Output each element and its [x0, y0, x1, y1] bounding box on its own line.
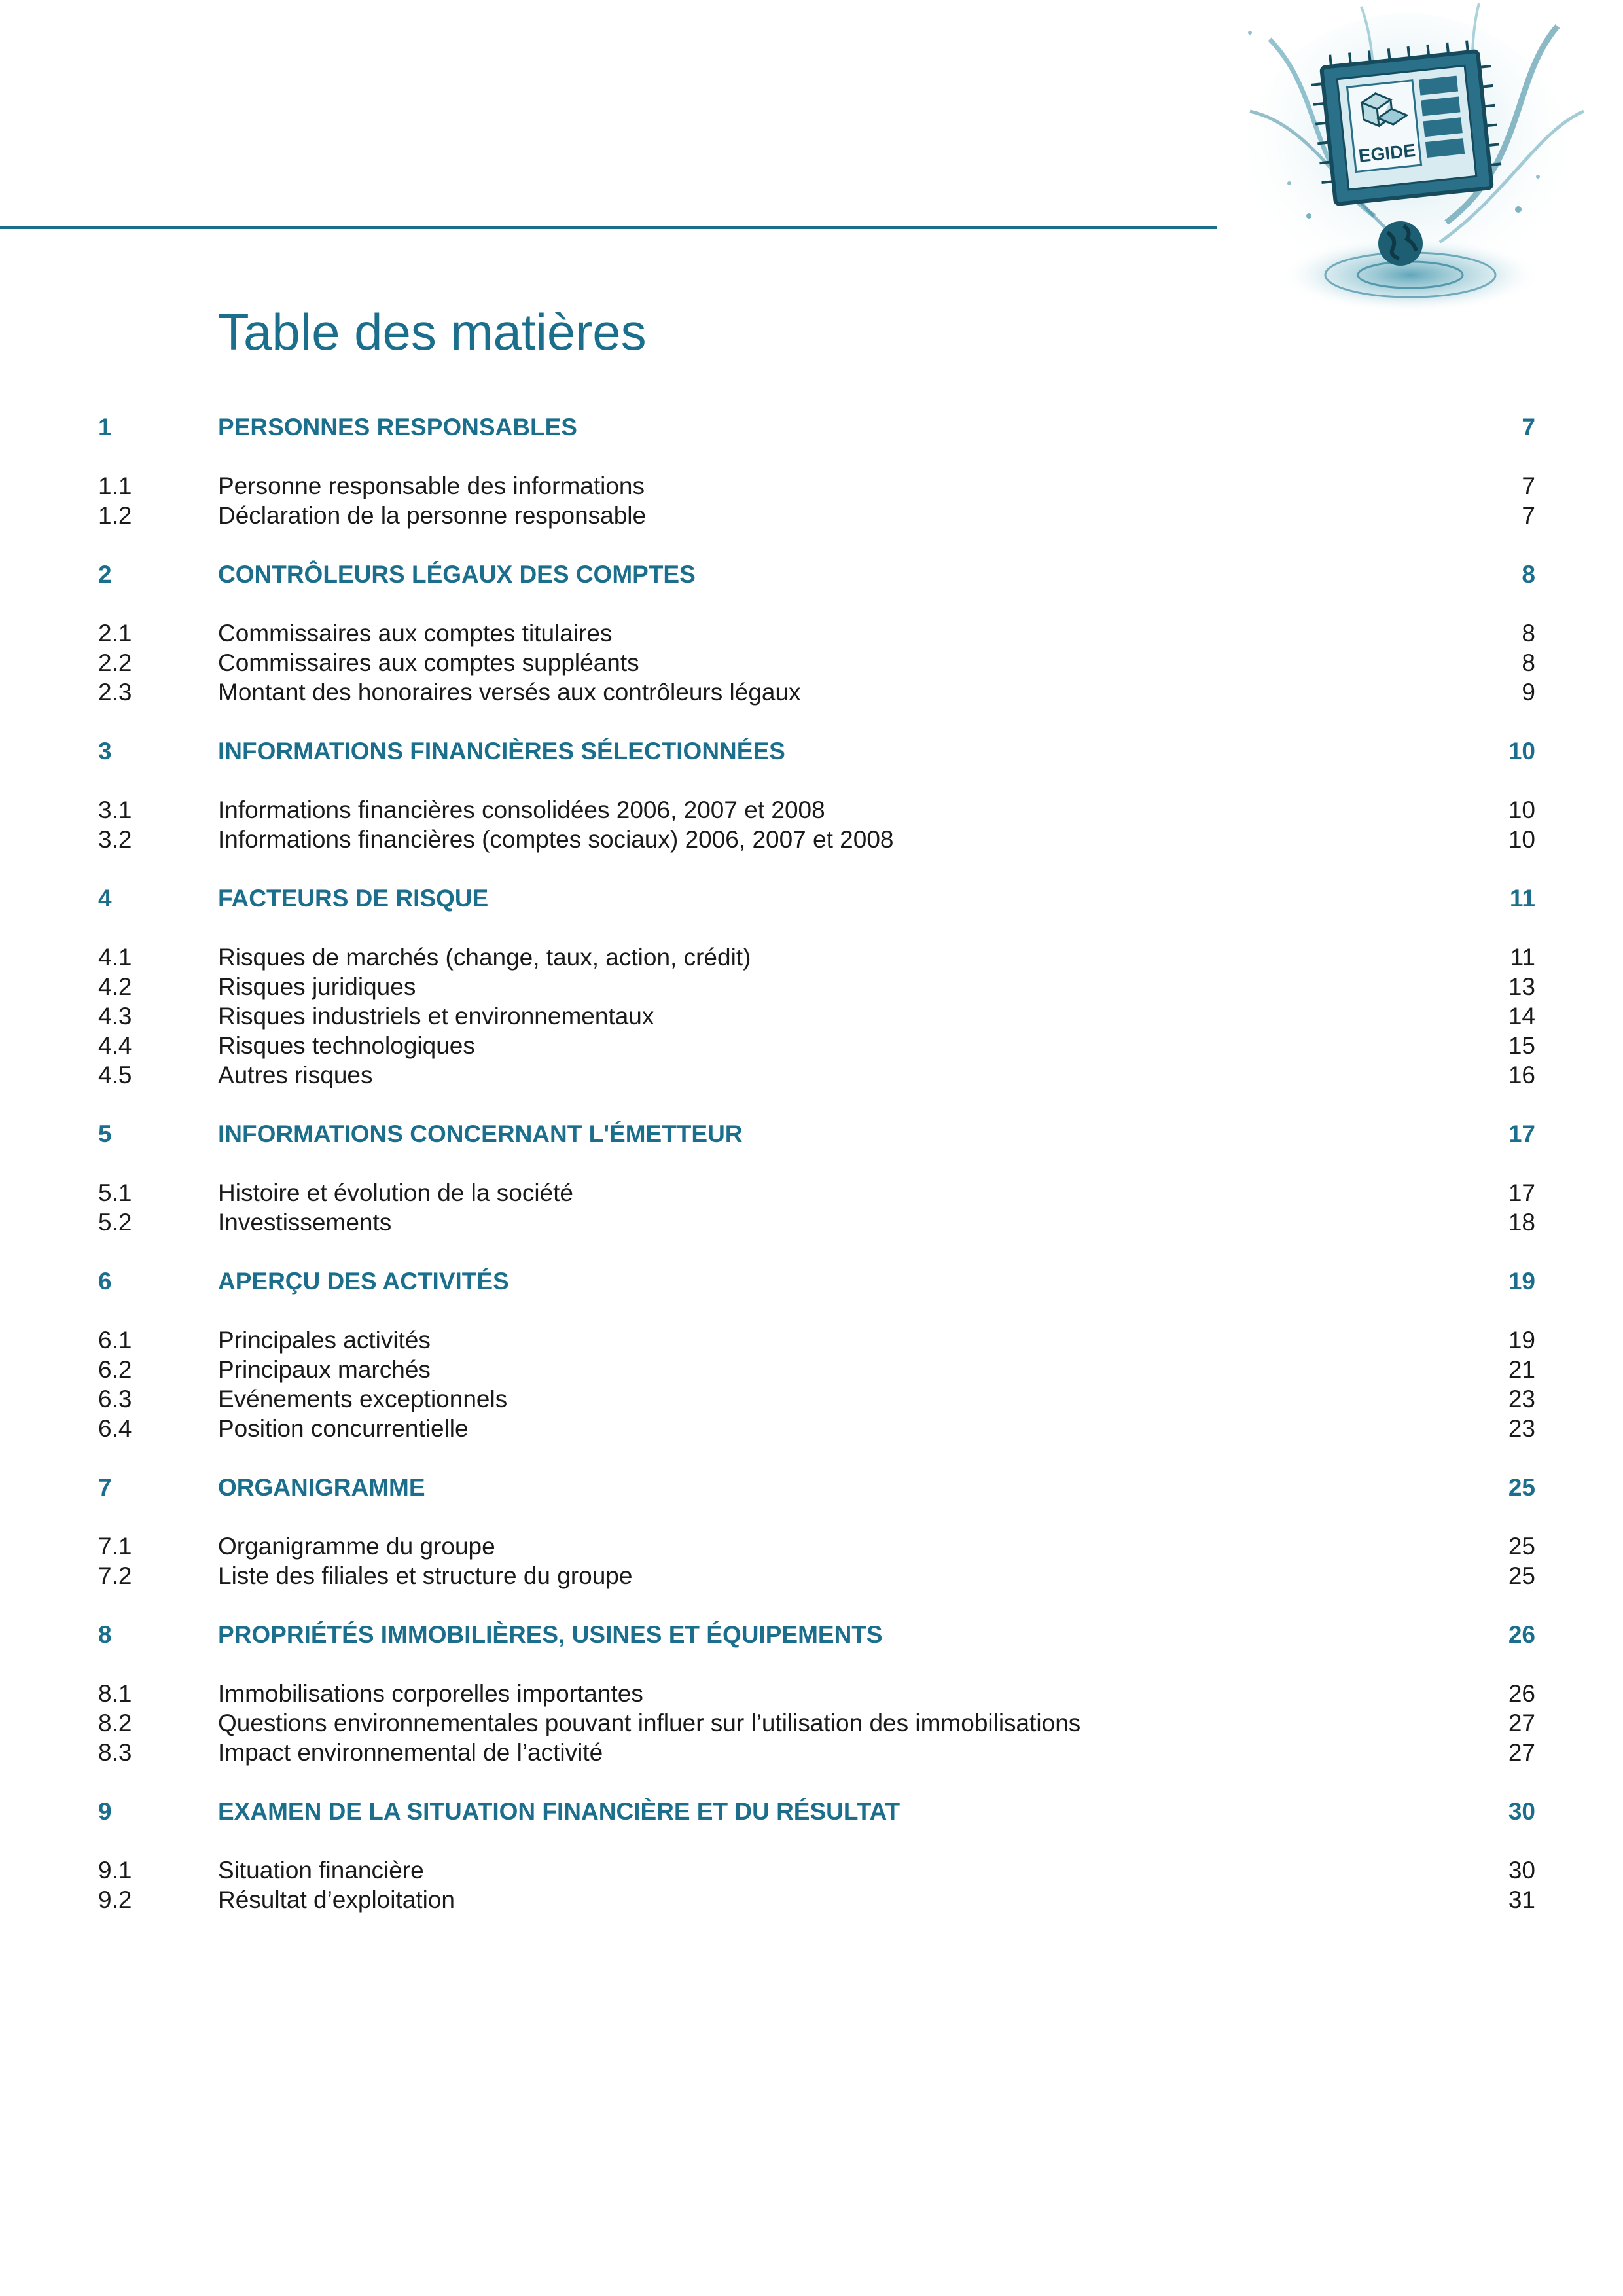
toc-entry-number: 5.2: [98, 1209, 132, 1236]
toc-chapter-number: 7: [98, 1474, 112, 1501]
toc-entry-number: 3.1: [98, 797, 132, 823]
toc-chapter-title: PERSONNES RESPONSABLES: [218, 414, 577, 440]
toc-entry[interactable]: [98, 1532, 1535, 1561]
toc-entry-title: Commissaires aux comptes suppléants: [218, 649, 639, 676]
toc-entry-title: Impact environnemental de l’activité: [218, 1739, 603, 1766]
toc-entry-title: Informations financières consolidées 2006, 2007 et 2008: [218, 797, 825, 823]
toc-entry-title: Montant des honoraires versés aux contrôleurs légaux: [218, 679, 801, 706]
toc-chapter-title: EXAMEN DE LA SITUATION FINANCIÈRE ET DU RÉSULTAT: [218, 1798, 901, 1825]
toc-entry[interactable]: [98, 1708, 1535, 1738]
toc-chapter-page: 11: [1509, 885, 1535, 912]
toc-entry[interactable]: [98, 471, 1535, 501]
toc-chapter-page: 10: [1508, 738, 1535, 764]
toc-entry-page: 17: [1508, 1179, 1535, 1206]
toc-entry[interactable]: [98, 1208, 1535, 1237]
toc-entry-number: 3.2: [98, 826, 132, 853]
toc-entry-page: 18: [1508, 1209, 1535, 1236]
toc-entry-number: 4.3: [98, 1003, 132, 1030]
toc-chapter-heading[interactable]: [98, 1119, 1535, 1149]
toc-entry-number: 6.2: [98, 1356, 132, 1383]
toc-entry[interactable]: [98, 677, 1535, 707]
toc-entry[interactable]: [98, 1031, 1535, 1060]
toc-entry-page: 10: [1508, 797, 1535, 823]
toc-chapter-heading[interactable]: [98, 560, 1535, 589]
toc-chapter-page: 7: [1522, 414, 1535, 440]
toc-entry-page: 23: [1508, 1386, 1535, 1412]
toc-entry[interactable]: [98, 795, 1535, 825]
toc-chapter-heading[interactable]: [98, 736, 1535, 766]
toc-chapter-number: 1: [98, 414, 112, 440]
toc-entry-title: Personne responsable des informations: [218, 473, 645, 499]
toc-entry-page: 7: [1522, 502, 1535, 529]
toc-entry-number: 2.2: [98, 649, 132, 676]
toc-entry-page: 25: [1508, 1533, 1535, 1560]
toc-entry-page: 23: [1508, 1415, 1535, 1442]
toc-entry-title: Résultat d’exploitation: [218, 1886, 455, 1913]
toc-section: [98, 1473, 1535, 1590]
toc-entry-number: 8.2: [98, 1710, 132, 1736]
table-of-contents: [98, 412, 1535, 1944]
toc-entry-number: 7.2: [98, 1562, 132, 1589]
toc-entry-number: 6.1: [98, 1327, 132, 1354]
toc-chapter-number: 2: [98, 561, 112, 588]
toc-chapter-heading[interactable]: [98, 1266, 1535, 1296]
toc-entry-page: 10: [1508, 826, 1535, 853]
toc-entry-title: Informations financières (comptes sociaux) 2006, 2007 et 2008: [218, 826, 894, 853]
toc-entry[interactable]: [98, 648, 1535, 677]
toc-entry-title: Position concurrentielle: [218, 1415, 469, 1442]
toc-entry-page: 7: [1522, 473, 1535, 499]
toc-entry-title: Principaux marchés: [218, 1356, 431, 1383]
toc-entry-number: 7.1: [98, 1533, 132, 1560]
toc-entry-number: 4.5: [98, 1062, 132, 1088]
toc-entry[interactable]: [98, 1738, 1535, 1767]
toc-entry-page: 16: [1508, 1062, 1535, 1088]
toc-entry-page: 27: [1508, 1710, 1535, 1736]
toc-entry-page: 21: [1508, 1356, 1535, 1383]
toc-chapter-number: 5: [98, 1121, 112, 1147]
toc-entry[interactable]: [98, 1679, 1535, 1708]
toc-entry-page: 26: [1508, 1680, 1535, 1707]
toc-entry[interactable]: [98, 942, 1535, 972]
toc-entry-title: Evénements exceptionnels: [218, 1386, 508, 1412]
toc-chapter-heading[interactable]: [98, 412, 1535, 442]
toc-entry-number: 2.1: [98, 620, 132, 647]
toc-entry-title: Immobilisations corporelles importantes: [218, 1680, 643, 1707]
toc-chapter-page: 25: [1508, 1474, 1535, 1501]
toc-chapter-heading[interactable]: [98, 884, 1535, 913]
toc-entry[interactable]: [98, 1561, 1535, 1590]
toc-entry-page: 27: [1508, 1739, 1535, 1766]
toc-chapter-title: ORGANIGRAMME: [218, 1474, 425, 1501]
toc-entry[interactable]: [98, 1355, 1535, 1384]
toc-entry[interactable]: [98, 1384, 1535, 1414]
toc-chapter-heading[interactable]: [98, 1797, 1535, 1826]
toc-section: [98, 1797, 1535, 1914]
toc-entry-title: Risques juridiques: [218, 973, 416, 1000]
toc-entry-number: 1.2: [98, 502, 132, 529]
toc-entry-title: Déclaration de la personne responsable: [218, 502, 647, 529]
toc-entry-number: 6.4: [98, 1415, 132, 1442]
toc-chapter-heading[interactable]: [98, 1473, 1535, 1502]
toc-entry-title: Risques industriels et environnementaux: [218, 1003, 654, 1030]
toc-entry-page: 9: [1522, 679, 1535, 706]
toc-chapter-title: APERÇU DES ACTIVITÉS: [218, 1268, 509, 1295]
toc-entry-title: Principales activités: [218, 1327, 431, 1354]
toc-entry[interactable]: [98, 1178, 1535, 1208]
logo-wordmark: EGIDE: [1357, 139, 1417, 166]
toc-chapter-page: 30: [1508, 1798, 1535, 1825]
toc-entry-page: 30: [1508, 1857, 1535, 1884]
toc-section: [98, 1620, 1535, 1767]
toc-entry-page: 15: [1508, 1032, 1535, 1059]
toc-chapter-page: 26: [1508, 1621, 1535, 1648]
toc-entry-page: 13: [1508, 973, 1535, 1000]
toc-entry-number: 4.4: [98, 1032, 132, 1059]
toc-section: [98, 884, 1535, 1090]
toc-section: [98, 1119, 1535, 1237]
toc-entry-page: 25: [1508, 1562, 1535, 1589]
toc-chapter-title: PROPRIÉTÉS IMMOBILIÈRES, USINES ET ÉQUIPEMENTS: [218, 1621, 883, 1648]
toc-entry-title: Risques de marchés (change, taux, action, crédit): [218, 944, 751, 971]
toc-entry-number: 9.1: [98, 1857, 132, 1884]
toc-entry[interactable]: [98, 1325, 1535, 1355]
toc-chapter-number: 4: [98, 885, 112, 912]
toc-entry-title: Situation financière: [218, 1857, 424, 1884]
toc-chapter-number: 8: [98, 1621, 112, 1648]
toc-entry-number: 1.1: [98, 473, 132, 499]
toc-entry-number: 8.1: [98, 1680, 132, 1707]
toc-entry[interactable]: [98, 1414, 1535, 1443]
toc-chapter-heading[interactable]: [98, 1620, 1535, 1649]
toc-chapter-title: FACTEURS DE RISQUE: [218, 885, 489, 912]
toc-chapter-page: 8: [1522, 561, 1535, 588]
page-title: Table des matières: [218, 303, 647, 361]
toc-section: [98, 412, 1535, 530]
toc-section: [98, 1266, 1535, 1443]
toc-entry-page: 19: [1508, 1327, 1535, 1354]
toc-chapter-page: 17: [1508, 1121, 1535, 1147]
toc-entry-page: 31: [1508, 1886, 1535, 1913]
toc-entry[interactable]: [98, 972, 1535, 1001]
toc-entry-title: Liste des filiales et structure du groupe: [218, 1562, 633, 1589]
toc-chapter-number: 3: [98, 738, 112, 764]
toc-entry-title: Commissaires aux comptes titulaires: [218, 620, 613, 647]
toc-entry-title: Histoire et évolution de la société: [218, 1179, 573, 1206]
toc-entry-number: 6.3: [98, 1386, 132, 1412]
toc-entry-title: Autres risques: [218, 1062, 373, 1088]
toc-entry-number: 9.2: [98, 1886, 132, 1913]
egide-logo-illustration: [1230, 0, 1597, 327]
toc-chapter-title: INFORMATIONS FINANCIÈRES SÉLECTIONNÉES: [218, 738, 785, 764]
toc-entry-title: Risques technologiques: [218, 1032, 475, 1059]
toc-chapter-number: 6: [98, 1268, 112, 1295]
toc-entry-page: 8: [1522, 620, 1535, 647]
toc-entry-number: 8.3: [98, 1739, 132, 1766]
toc-section: [98, 560, 1535, 707]
toc-entry[interactable]: [98, 501, 1535, 530]
toc-entry[interactable]: [98, 619, 1535, 648]
toc-entry[interactable]: [98, 825, 1535, 854]
toc-entry-title: Investissements: [218, 1209, 392, 1236]
toc-chapter-number: 9: [98, 1798, 112, 1825]
toc-entry-title: Organigramme du groupe: [218, 1533, 495, 1560]
toc-entry-title: Questions environnementales pouvant influer sur l’utilisation des immobilisations: [218, 1710, 1081, 1736]
toc-entry[interactable]: [98, 1885, 1535, 1914]
toc-entry-number: 5.1: [98, 1179, 132, 1206]
header-rule: [0, 226, 1217, 229]
toc-entry-number: 4.2: [98, 973, 132, 1000]
toc-chapter-title: INFORMATIONS CONCERNANT L'ÉMETTEUR: [218, 1121, 743, 1147]
toc-chapter-page: 19: [1508, 1268, 1535, 1295]
toc-entry[interactable]: [98, 1001, 1535, 1031]
toc-chapter-title: CONTRÔLEURS LÉGAUX DES COMPTES: [218, 561, 696, 588]
toc-entry[interactable]: [98, 1856, 1535, 1885]
toc-entry[interactable]: [98, 1060, 1535, 1090]
toc-entry-number: 4.1: [98, 944, 132, 971]
toc-entry-page: 14: [1508, 1003, 1535, 1030]
toc-entry-number: 2.3: [98, 679, 132, 706]
toc-section: [98, 736, 1535, 854]
toc-entry-page: 11: [1510, 944, 1535, 971]
toc-entry-page: 8: [1522, 649, 1535, 676]
